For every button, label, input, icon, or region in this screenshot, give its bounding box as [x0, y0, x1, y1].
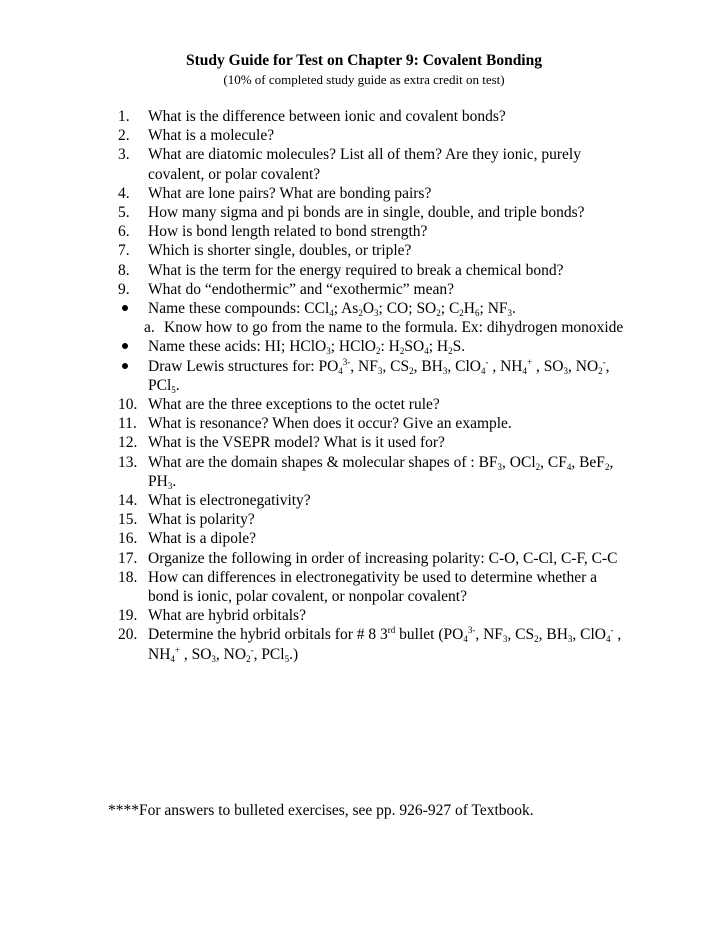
question-12: 12. What is the VSEPR model? What is it used for? — [118, 434, 445, 452]
bullet-lewis: Draw Lewis structures for: $PO_4^{3-}$, $NF_3$, $CS_2$, $BH_3$, ClO$_4$- , $NH_4^+$ , $SO_3$, $NO_2^-$, PCl$_5$. — [118, 357, 628, 395]
question-13: 13. What are the domain shapes & molecular shapes of : $BF_3$, OCl$_2$, $CF_4$, BeF$_2$, $PH_3$. — [118, 453, 614, 491]
question-7: 7. Which is shorter single, doubles, or triple? — [118, 242, 412, 260]
question-3: 3. What are diatomic molecules? List all of them? Are they ionic, purely covalent, or polar covalent? — [118, 146, 581, 183]
page-subtitle: (10% of completed study guide as extra credit on test) — [223, 72, 505, 87]
item-number: 8. — [118, 261, 130, 279]
bullet-compounds: Name these compounds: CCl$_4$; $As_2O_3$; CO; $SO_2$; $C_2H_6$; $NF_3$. — [118, 299, 628, 318]
question-10: 10. What are the three exceptions to the octet rule? — [118, 396, 440, 414]
question-list — [118, 107, 628, 664]
item-number: 17. — [118, 549, 138, 567]
item-number: 16. — [118, 530, 138, 548]
bullet-icon — [122, 357, 152, 376]
question-1: 1. What is the difference between ionic and covalent bonds? — [118, 108, 506, 125]
footer-note: ****For answers to bulleted exercises, see pp. 926-927 of Textbook. — [108, 802, 534, 819]
page-title: Study Guide for Test on Chapter 9: Covalent Bonding — [185, 52, 542, 69]
bullet-compounds-subitem: a. Know how to go from the name to the formula. Ex: dihydrogen monoxide — [144, 319, 624, 337]
question-18: 18. How can differences in electronegativity be used to determine whether a bond is ionic, polar covalent, or nonpolar covalent? — [118, 568, 598, 606]
question-15: 15. What is polarity? — [118, 511, 255, 529]
question-11: 11. What is resonance? When does it occur? Give an example. — [118, 415, 512, 433]
question-6: 6. How is bond length related to bond strength? — [118, 223, 428, 241]
sub-marker: a. — [144, 319, 155, 337]
item-number: 2. — [118, 127, 130, 145]
question-4: 4. What are lone pairs? What are bonding pairs? — [118, 184, 432, 202]
question-8: 8. What is the term for the energy required to break a chemical bond? — [118, 261, 564, 279]
question-2: 2. What is a molecule? — [118, 127, 275, 145]
bullet-acids: Name these acids: HI; HClO$_3$; HClO$_2$: $H_2SO_4$; $H_2S$. — [118, 337, 628, 356]
item-number: 18. — [118, 568, 138, 586]
item-number: 19. — [118, 607, 138, 625]
item-number: 5. — [118, 204, 130, 222]
item-number: 11. — [118, 415, 137, 433]
item-number: 14. — [118, 492, 138, 510]
question-5: 5. How many sigma and pi bonds are in single, double, and triple bonds? — [118, 204, 585, 222]
item-number: 13. — [118, 453, 138, 471]
item-number: 6. — [118, 223, 130, 241]
question-9: 9. What do “endothermic” and “exothermic” mean? — [118, 280, 454, 298]
question-17: 17. Organize the following in order of increasing polarity: C-O, C-Cl, C-F, C-C — [118, 549, 618, 567]
item-number: 7. — [118, 242, 130, 260]
question-19: 19. What are hybrid orbitals? — [118, 607, 306, 625]
item-number: 10. — [118, 396, 138, 414]
bullet-icon — [122, 337, 152, 356]
question-16: 16. What is a dipole? — [118, 530, 257, 548]
bullet-icon — [122, 299, 152, 318]
item-number: 9. — [118, 280, 130, 298]
item-number: 4. — [118, 184, 130, 202]
question-14: 14. What is electronegativity? — [118, 492, 311, 510]
item-number: 20. — [118, 626, 138, 644]
question-20: 20. Determine the hybrid orbitals for # 8 3rd bullet ($PO_4^{3-}$, $NF_3$, $CS_2$, $BH_3$, ClO$_4$- , $NH_4^+$ , $SO_3$, $NO_2^-$, PCl$_5$.) — [118, 625, 622, 664]
item-number: 1. — [118, 108, 130, 125]
item-number: 12. — [118, 434, 138, 452]
item-number: 3. — [118, 146, 130, 164]
item-number: 15. — [118, 511, 138, 529]
